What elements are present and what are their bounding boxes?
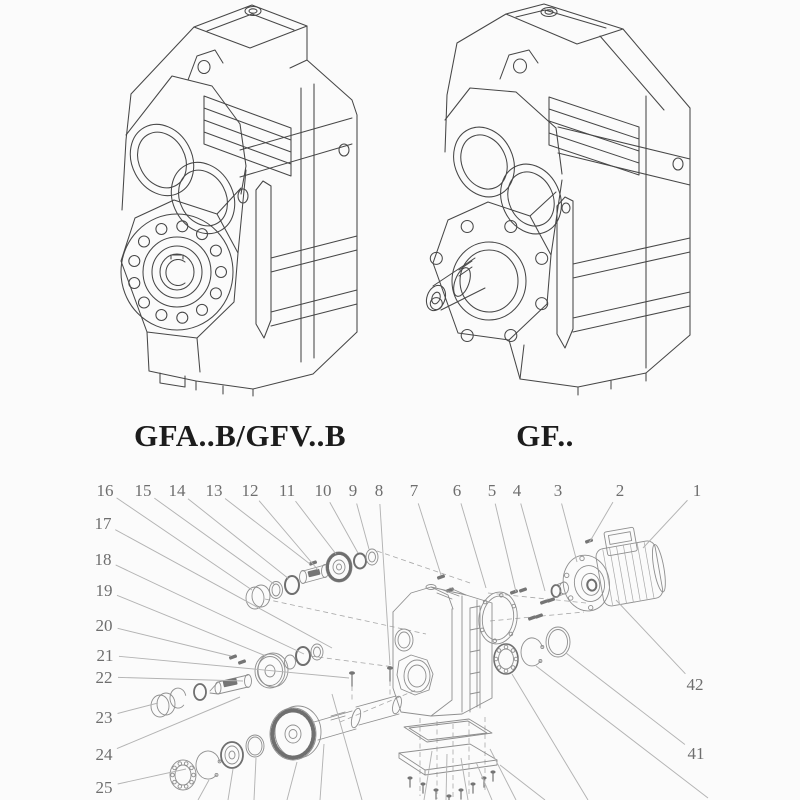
washer-icon bbox=[311, 644, 323, 660]
callout-number-2: 2 bbox=[615, 481, 625, 500]
leader-line-6 bbox=[461, 503, 486, 588]
gear-housing bbox=[393, 585, 492, 717]
offscreen-leader-line-11 bbox=[254, 758, 256, 800]
offscreen-leader-line-3 bbox=[424, 751, 432, 800]
leader-line-41 bbox=[566, 653, 685, 744]
offscreen-leader-line-12 bbox=[287, 762, 297, 800]
callout-number-9: 9 bbox=[348, 481, 358, 500]
leader-line-5 bbox=[495, 504, 516, 592]
callout-number-41: 41 bbox=[687, 744, 705, 763]
callout-number-5: 5 bbox=[487, 481, 497, 500]
offscreen-leader-line-4 bbox=[446, 754, 447, 800]
callout-number-11: 11 bbox=[278, 481, 296, 500]
leader-line-15 bbox=[154, 498, 274, 584]
cover-bolts bbox=[407, 770, 495, 800]
bottom-cover-assembly bbox=[399, 719, 497, 800]
callout-number-23: 23 bbox=[95, 708, 113, 727]
washer-icon bbox=[246, 735, 264, 757]
leader-line-18 bbox=[116, 565, 304, 654]
leader-line-25 bbox=[118, 769, 186, 784]
callout-number-25: 25 bbox=[95, 778, 113, 797]
bearing-set-right bbox=[494, 627, 570, 674]
callout-number-22: 22 bbox=[95, 668, 113, 687]
end-cap-icon bbox=[151, 695, 169, 717]
top-plug-icon bbox=[541, 8, 557, 17]
leader-line-22 bbox=[118, 677, 243, 681]
mounting-studs bbox=[229, 538, 594, 665]
output-shaft-assembly bbox=[170, 666, 403, 790]
spacer-ring-icon bbox=[354, 554, 366, 569]
terminal-box bbox=[604, 527, 638, 556]
leader-line-2 bbox=[589, 502, 613, 543]
leader-line-13 bbox=[225, 499, 310, 564]
offscreen-leader-line-13 bbox=[320, 744, 324, 800]
offscreen-leader-line-9 bbox=[198, 780, 209, 800]
oil-pan-cover bbox=[399, 744, 497, 770]
callout-number-18: 18 bbox=[94, 550, 112, 569]
model-label-left: GFA..B/GFV..B bbox=[133, 418, 347, 453]
callout-number-20: 20 bbox=[95, 616, 113, 635]
output-shaft bbox=[314, 696, 399, 740]
callout-number-12: 12 bbox=[241, 481, 259, 500]
leader-line-8 bbox=[380, 504, 390, 665]
offscreen-leader-line-2 bbox=[536, 666, 708, 798]
leader-line-20 bbox=[118, 628, 231, 656]
callout-number-4: 4 bbox=[512, 481, 522, 500]
leader-line-16 bbox=[117, 498, 252, 590]
leader-line-12 bbox=[259, 501, 318, 570]
motor-assembly bbox=[556, 523, 669, 615]
leader-line-42 bbox=[616, 600, 685, 674]
seal-ring-icon bbox=[285, 576, 299, 594]
callout-number-1: 1 bbox=[692, 481, 702, 500]
offscreen-leader-line-14 bbox=[332, 694, 362, 800]
flange-gasket-ring bbox=[476, 590, 521, 647]
leader-line-9 bbox=[357, 504, 369, 549]
callout-number-8: 8 bbox=[374, 481, 384, 500]
input-shaft-assembly bbox=[246, 549, 378, 609]
washer-icon bbox=[194, 684, 206, 700]
callout-number-15: 15 bbox=[134, 481, 152, 500]
callout-number-19: 19 bbox=[95, 581, 113, 600]
callout-number-21: 21 bbox=[96, 646, 114, 665]
callout-number-42: 42 bbox=[686, 675, 704, 694]
leader-line-4 bbox=[521, 503, 545, 591]
callout-number-16: 16 bbox=[96, 481, 114, 500]
bearing-ring-icon bbox=[296, 647, 310, 665]
gearbox-drawing-right bbox=[423, 4, 690, 395]
snap-ring-icon bbox=[196, 751, 220, 779]
offscreen-leader-line-6 bbox=[476, 762, 492, 800]
callout-number-6: 6 bbox=[452, 481, 462, 500]
flange-bolt-holes-icon bbox=[430, 221, 547, 342]
offscreen-leader-line-10 bbox=[228, 769, 233, 800]
leader-line-10 bbox=[330, 502, 358, 553]
callout-number-3: 3 bbox=[553, 481, 563, 500]
callout-number-7: 7 bbox=[409, 481, 419, 500]
washer-icon bbox=[366, 549, 378, 565]
callout-number-17: 17 bbox=[94, 514, 112, 533]
callout-number-24: 24 bbox=[95, 745, 113, 764]
leader-line-3 bbox=[562, 504, 577, 562]
callout-number-10: 10 bbox=[314, 481, 332, 500]
helical-gear-icon bbox=[270, 708, 316, 760]
callout-number-14: 14 bbox=[168, 481, 186, 500]
model-label-right: GF.. bbox=[516, 418, 574, 453]
leader-line-1 bbox=[643, 500, 687, 548]
leader-line-24 bbox=[117, 697, 240, 749]
snap-ring-icon bbox=[170, 688, 186, 708]
cover-gasket bbox=[404, 719, 492, 742]
retaining-ring-icon bbox=[546, 627, 570, 657]
exploded-parts-diagram bbox=[95, 481, 709, 800]
leader-line-7 bbox=[418, 503, 441, 575]
leader-line-11 bbox=[296, 501, 336, 554]
callout-layer bbox=[95, 481, 705, 797]
leader-line-14 bbox=[188, 499, 289, 579]
gearbox-drawing-left bbox=[118, 5, 357, 396]
callout-number-13: 13 bbox=[205, 481, 223, 500]
offscreen-leader-line-1 bbox=[512, 674, 588, 800]
